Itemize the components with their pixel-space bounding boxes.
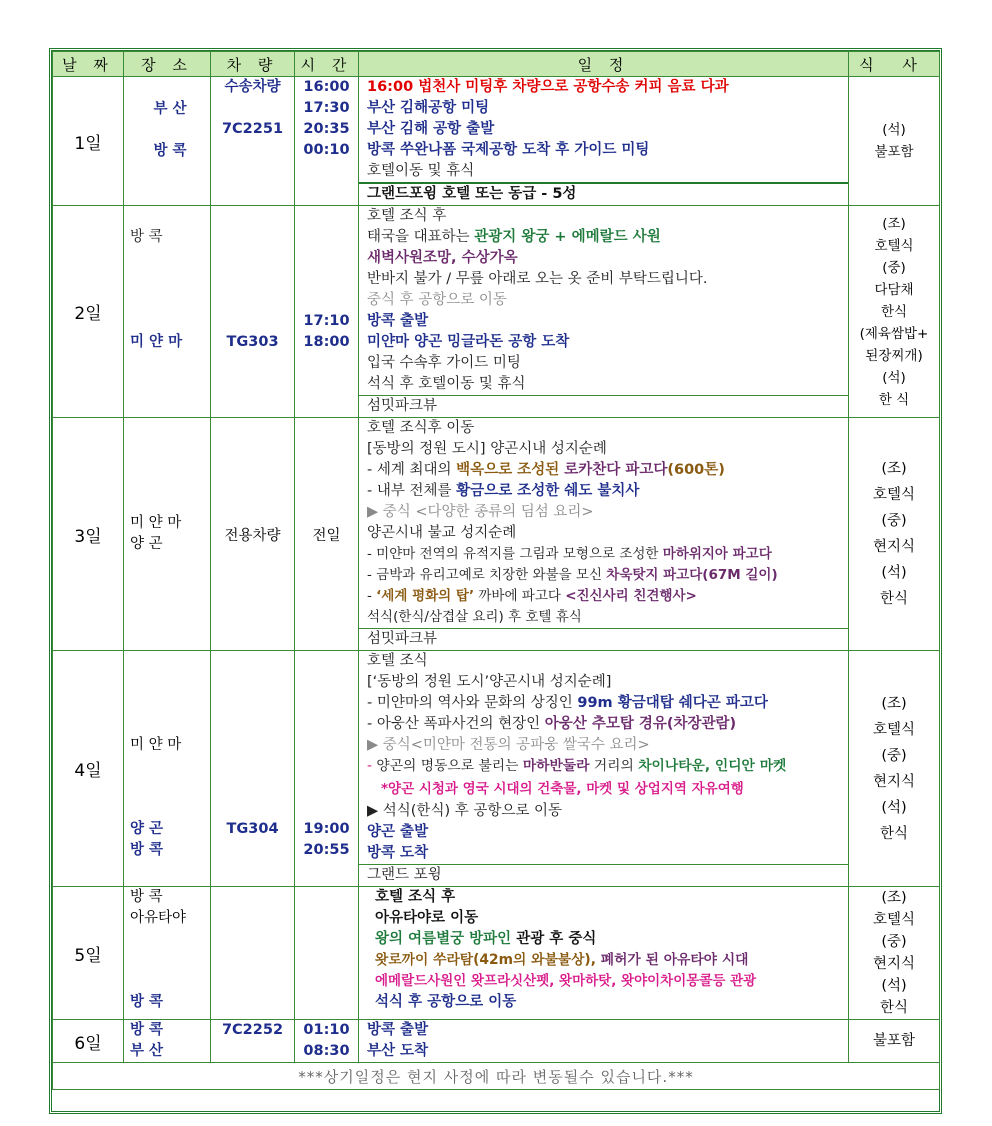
schedule-cell xyxy=(359,77,849,206)
meal-text: (중) xyxy=(881,934,907,950)
time-cell xyxy=(295,206,359,418)
meal-text: (석) xyxy=(882,369,906,386)
vehicle-cell xyxy=(211,77,295,206)
schedule-line: - 미얀마 전역의 유적지를 그림과 모형으로 조성한 마하위지아 파고다 xyxy=(367,546,772,562)
schedule-cell xyxy=(359,651,849,887)
schedule-line: 부산 도착 xyxy=(367,1043,429,1059)
itinerary-table-frame xyxy=(49,48,942,1114)
place-bangkok: 방 콕 xyxy=(130,889,163,905)
schedule-line: [‘동방의 정원 도시’양곤시내 성지순례] xyxy=(367,674,612,690)
time: 16:00 xyxy=(303,79,350,95)
time: 08:30 xyxy=(303,1043,350,1059)
vehicle-cell xyxy=(211,651,295,887)
meal-text: 호텔식 xyxy=(872,487,916,503)
meal-text: 현지식 xyxy=(872,773,916,790)
place-busan: 부 산 xyxy=(130,1043,164,1059)
vehicle-cell xyxy=(211,887,295,1020)
place-myanmar: 미 얀 마 xyxy=(130,737,182,753)
meal-text: 다담채 xyxy=(874,281,914,298)
day-label: 2일 xyxy=(53,206,124,418)
schedule-line: 방콕 도착 xyxy=(367,845,429,861)
place-myanmar: 미 얀 마 xyxy=(130,334,183,350)
schedule-line: 석식 후 공항으로 이동 xyxy=(375,994,517,1010)
place-cell xyxy=(124,651,211,887)
schedule-line: 입국 수속후 가이드 미팅 xyxy=(367,355,521,371)
time: 00:10 xyxy=(303,142,350,158)
flight-number: 7C2252 xyxy=(221,1022,284,1038)
schedule-line: 새벽사원조망, 수상가옥 xyxy=(367,250,518,266)
time: 19:00 xyxy=(303,821,350,837)
place-cell xyxy=(124,77,211,206)
schedule-line: 부산 김해공항 미팅 xyxy=(367,100,490,116)
place-bangkok: 방 콕 xyxy=(130,229,163,245)
day-row-4 xyxy=(53,651,940,887)
meal-text: 한식 xyxy=(879,825,908,842)
schedule-line: 호텔이동 및 휴식 xyxy=(367,163,475,179)
notice-row xyxy=(53,1063,940,1090)
place-bangkok: 방 콕 xyxy=(130,842,164,858)
schedule-line: 반바지 불가 / 무릎 아래로 오는 옷 준비 부탁드립니다. xyxy=(367,271,708,287)
meal-text: (석) xyxy=(881,978,907,994)
notice-text: ***상기일정은 현지 사정에 따라 변동될수 있습니다.*** xyxy=(53,1063,940,1090)
day-row-6 xyxy=(53,1020,940,1063)
meal-text: 현지식 xyxy=(872,539,916,555)
header-schedule: 일 정 xyxy=(359,52,849,77)
schedule-line: 방콕 쑤완나폼 국제공항 도착 후 가이드 미팅 xyxy=(367,142,650,158)
schedule-line: 방콕 출발 xyxy=(367,313,429,329)
place-myanmar: 미 얀 마 xyxy=(130,515,182,531)
schedule-line: - 양곤의 명동으로 불리는 마하반둘라 거리의 차이나타운, 인디안 마켓 xyxy=(367,758,787,774)
day-label: 1일 xyxy=(53,77,124,206)
hotel-name: 섬밋파크뷰 xyxy=(359,395,848,417)
vehicle-cell: 전용차량 xyxy=(211,418,295,651)
schedule-line: ▶ 석식(한식) 후 공항으로 이동 xyxy=(367,803,562,819)
header-day: 날 짜 xyxy=(53,52,124,77)
meal-text: 한식 xyxy=(879,591,908,607)
meal-text: (조) xyxy=(881,890,907,906)
place-busan: 부 산 xyxy=(153,101,187,117)
meal-text: 된장찌개) xyxy=(865,347,923,364)
flight-number: 7C2251 xyxy=(221,121,284,137)
schedule-cell xyxy=(359,418,849,651)
meal-cell xyxy=(849,887,940,1020)
schedule-line: 미얀마 양곤 밍글라돈 공항 도착 xyxy=(367,334,570,350)
day-label: 5일 xyxy=(53,887,124,1020)
meal-text: 호텔식 xyxy=(872,912,916,928)
meal-text: 호텔식 xyxy=(874,237,914,254)
schedule-line: 태국을 대표하는 관광지 왕궁 + 에메랄드 사원 xyxy=(367,229,661,245)
schedule-line: 에메랄드사원인 왓프라싯산펫, 왓마하탓, 왓야이차이몽콜등 관광 xyxy=(375,973,757,989)
day-row-3 xyxy=(53,418,940,651)
schedule-line: 호텔 조식후 이동 xyxy=(367,420,475,436)
meal-text: (제육쌈밥+ xyxy=(859,325,929,342)
time-cell xyxy=(295,651,359,887)
header-place: 장 소 xyxy=(124,52,211,77)
meal-text: 현지식 xyxy=(872,956,916,972)
schedule-line: - 세계 최대의 백옥으로 조성된 로카찬다 파고다(600톤) xyxy=(367,462,725,478)
meal-text: (석) xyxy=(881,799,907,816)
meal-text: (중) xyxy=(882,259,906,276)
schedule-line: 석식(한식/삼겹살 요리) 후 호텔 휴식 xyxy=(367,609,582,625)
place-yangon: 양 곤 xyxy=(130,821,164,837)
place-yangon: 양 곤 xyxy=(130,536,163,552)
meal-text: (조) xyxy=(881,461,907,477)
place-cell xyxy=(124,1020,211,1063)
time: 18:00 xyxy=(303,334,350,350)
schedule-line: ▶ 중식<미얀마 전통의 공파웅 쌀국수 요리> xyxy=(367,737,650,753)
schedule-line: 아유타야로 이동 xyxy=(375,910,479,926)
meal-text: (중) xyxy=(881,747,907,764)
schedule-line: 양곤 출발 xyxy=(367,824,429,840)
meal-cell xyxy=(849,77,940,206)
schedule-line: [동방의 정원 도시] 양곤시내 성지순례 xyxy=(367,441,607,457)
meal-cell xyxy=(849,206,940,418)
schedule-line: 중식 후 공항으로 이동 xyxy=(367,292,507,308)
day-label: 4일 xyxy=(53,651,124,887)
schedule-line: 호텔 조식 후 xyxy=(375,889,456,905)
hotel-name: 그랜드포윙 호텔 또는 동급 - 5성 xyxy=(359,182,848,205)
day-label: 3일 xyxy=(53,418,124,651)
header-row xyxy=(53,52,940,77)
time-cell xyxy=(295,1020,359,1063)
time: 01:10 xyxy=(303,1022,350,1038)
schedule-line: *양곤 시청과 영국 시대의 건축물, 마켓 및 상업지역 자유여행 xyxy=(381,781,744,797)
place-bangkok: 방 콕 xyxy=(130,994,164,1010)
schedule-line: 석식 후 호텔이동 및 휴식 xyxy=(367,376,526,392)
time: 17:10 xyxy=(303,313,350,329)
header-meal: 식 사 xyxy=(849,52,940,77)
schedule-line: - 미얀마의 역사와 문화의 상징인 99m 황금대탑 쉐다곤 파고다 xyxy=(367,695,768,711)
vehicle-cell xyxy=(211,1020,295,1063)
time-cell xyxy=(295,77,359,206)
schedule-line: - ‘세계 평화의 탑’ 까바에 파고다 <진신사리 친견행사> xyxy=(367,588,697,604)
meal-text: (조) xyxy=(882,215,906,232)
meal-text: (석) xyxy=(882,122,906,138)
header-time: 시 간 xyxy=(295,52,359,77)
meal-text: (석) xyxy=(881,565,907,581)
schedule-line: - 아웅산 폭파사건의 현장인 아웅산 추모탑 경유(차장관람) xyxy=(367,716,737,732)
meal-cell xyxy=(849,651,940,887)
day-label: 6일 xyxy=(53,1020,124,1063)
meal-text: 한식 xyxy=(880,303,908,320)
itinerary-table xyxy=(52,51,940,1090)
place-cell xyxy=(124,887,211,1020)
schedule-line: 양곤시내 불교 성지순례 xyxy=(367,525,517,541)
vehicle-cell xyxy=(211,206,295,418)
place-cell xyxy=(124,206,211,418)
schedule-line: - 내부 전체를 황금으로 조성한 쉐도 불치사 xyxy=(367,483,640,499)
day-row-5 xyxy=(53,887,940,1020)
place-ayutthaya: 아유타야 xyxy=(130,910,187,926)
schedule-cell xyxy=(359,206,849,418)
day-row-1 xyxy=(53,77,940,206)
meal-cell: 불포함 xyxy=(849,1020,940,1063)
schedule-line: 왓로까이 쑤라탐(42m의 와불불상), 폐허가 된 아유타야 시대 xyxy=(375,952,749,968)
time: 20:55 xyxy=(303,842,350,858)
place-bangkok: 방 콕 xyxy=(153,143,187,159)
hotel-name: 그랜드 포윙 xyxy=(359,864,848,886)
meal-text: (중) xyxy=(881,513,907,529)
place-bangkok: 방 콕 xyxy=(130,1022,164,1038)
meal-text: 한 식 xyxy=(878,391,910,408)
time-cell: 전일 xyxy=(295,418,359,651)
schedule-line: - 금박과 유리고예로 치장한 와불을 모신 차욱탓지 파고다(67M 길이) xyxy=(367,567,778,583)
time-cell xyxy=(295,887,359,1020)
schedule-line: 부산 김해 공항 출발 xyxy=(367,121,495,137)
schedule-line: 왕의 여름별궁 방파인 관광 후 중식 xyxy=(375,931,597,947)
schedule-line: 방콕 출발 xyxy=(367,1022,429,1038)
meal-text: 한식 xyxy=(879,1000,908,1016)
meal-cell xyxy=(849,418,940,651)
schedule-line: 16:00 법천사 미팅후 차량으로 공항수송 커피 음료 다과 xyxy=(367,79,729,95)
meal-text: 불포함 xyxy=(874,144,914,160)
meal-text: 호텔식 xyxy=(872,721,916,738)
flight-number: TG304 xyxy=(226,821,279,837)
schedule-line: 호텔 조식 xyxy=(367,653,428,669)
hotel-name: 섬밋파크뷰 xyxy=(359,628,848,650)
flight-number: TG303 xyxy=(226,334,279,350)
time: 20:35 xyxy=(303,121,350,137)
time: 17:30 xyxy=(303,100,350,116)
schedule-cell xyxy=(359,887,849,1020)
meal-text: (조) xyxy=(881,695,907,712)
header-vehicle: 차 량 xyxy=(211,52,295,77)
place-cell xyxy=(124,418,211,651)
schedule-line: 호텔 조식 후 xyxy=(367,208,447,224)
day-row-2 xyxy=(53,206,940,418)
vehicle-transfer: 수송차량 xyxy=(224,79,281,95)
schedule-cell xyxy=(359,1020,849,1063)
schedule-line: ▶ 중식 <다양한 종류의 딤섬 요리> xyxy=(367,504,594,520)
